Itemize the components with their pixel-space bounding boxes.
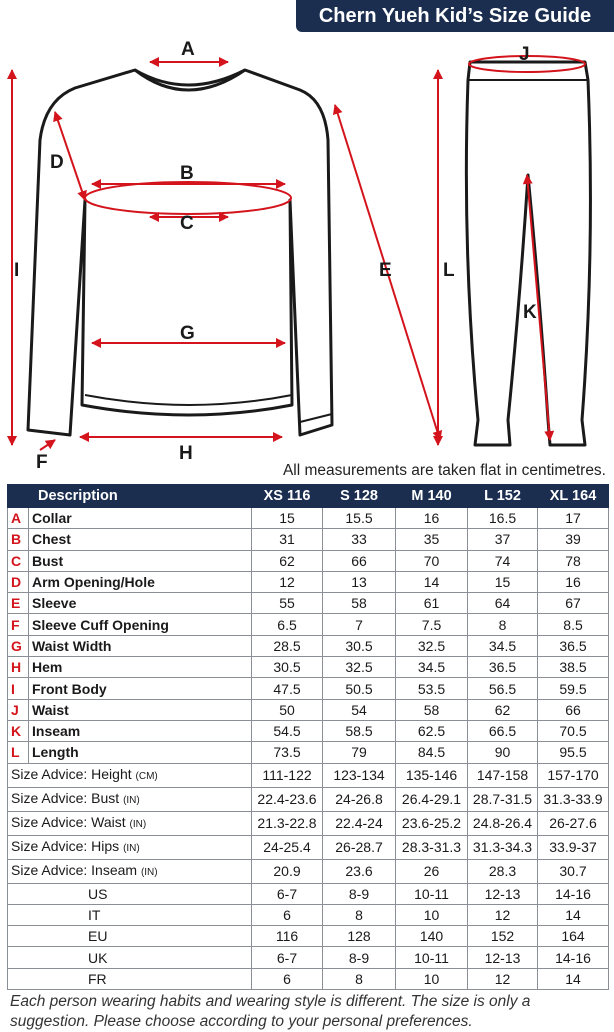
- table-cell: 12: [468, 968, 538, 989]
- table-cell: 33: [323, 529, 396, 550]
- header-description: Description: [8, 485, 252, 508]
- table-cell: 21.3-22.8: [252, 811, 323, 835]
- table-cell: 7: [323, 614, 396, 635]
- table-cell: 34.5: [396, 657, 468, 678]
- table-cell: 30.7: [538, 859, 609, 883]
- table-row: [8, 947, 609, 968]
- table-cell: 31.3-33.9: [538, 787, 609, 811]
- table-cell: 8.5: [538, 614, 609, 635]
- table-cell: 90: [468, 742, 538, 763]
- table-cell: 62: [468, 699, 538, 720]
- table-cell: 35: [396, 529, 468, 550]
- region-label: US: [8, 883, 252, 904]
- measurement-letter: G: [8, 635, 29, 656]
- table-cell: 15: [252, 508, 323, 529]
- table-cell: 62: [252, 550, 323, 571]
- table-cell: 22.4-23.6: [252, 787, 323, 811]
- table-cell: 28.5: [252, 635, 323, 656]
- table-cell: 74: [468, 550, 538, 571]
- table-cell: 54.5: [252, 720, 323, 741]
- table-cell: 39: [538, 529, 609, 550]
- table-row: [8, 720, 609, 741]
- table-row: [8, 742, 609, 763]
- header-size: M 140: [396, 485, 468, 508]
- table-cell: 10-11: [396, 947, 468, 968]
- table-header: [8, 485, 609, 508]
- advice-unit: (IN): [129, 818, 147, 830]
- region-label: FR: [8, 968, 252, 989]
- table-cell: 20.9: [252, 859, 323, 883]
- advice-label: [8, 763, 252, 787]
- table-row: [8, 550, 609, 571]
- table-cell: 84.5: [396, 742, 468, 763]
- table-cell: 66.5: [468, 720, 538, 741]
- table-cell: 47.5: [252, 678, 323, 699]
- table-cell: 36.5: [538, 635, 609, 656]
- header-size: S 128: [323, 485, 396, 508]
- table-cell: 15: [468, 571, 538, 592]
- table-cell: 30.5: [323, 635, 396, 656]
- region-label: IT: [8, 904, 252, 925]
- table-cell: 116: [252, 926, 323, 947]
- header-size: XL 164: [538, 485, 609, 508]
- table-cell: 14-16: [538, 883, 609, 904]
- advice-unit: (IN): [123, 842, 140, 854]
- table-cell: 12-13: [468, 947, 538, 968]
- table-row: [8, 635, 609, 656]
- measurement-letter: K: [8, 720, 29, 741]
- table-cell: 50.5: [323, 678, 396, 699]
- advice-label: [8, 811, 252, 835]
- table-cell: 58.5: [323, 720, 396, 741]
- label-e: E: [379, 260, 392, 281]
- table-cell: 55: [252, 593, 323, 614]
- table-cell: 70.5: [538, 720, 609, 741]
- table-row: [8, 904, 609, 925]
- measurement-letter: E: [8, 593, 29, 614]
- table-cell: 135-146: [396, 763, 468, 787]
- table-cell: 26.4-29.1: [396, 787, 468, 811]
- measurement-label: Inseam: [29, 720, 252, 741]
- label-h: H: [179, 443, 193, 464]
- table-cell: 12: [468, 904, 538, 925]
- table-cell: 23.6: [323, 859, 396, 883]
- table-cell: 16: [396, 508, 468, 529]
- table-cell: 111-122: [252, 763, 323, 787]
- label-j: J: [519, 44, 530, 65]
- table-cell: 56.5: [468, 678, 538, 699]
- table-cell: 16.5: [468, 508, 538, 529]
- table-cell: 6: [252, 904, 323, 925]
- header-size: XS 116: [252, 485, 323, 508]
- measurement-letter: L: [8, 742, 29, 763]
- leggings-illustration: [466, 62, 590, 445]
- table-cell: 34.5: [468, 635, 538, 656]
- table-cell: 78: [538, 550, 609, 571]
- table-cell: 31.3-34.3: [468, 835, 538, 859]
- measurement-letter: J: [8, 699, 29, 720]
- table-cell: 23.6-25.2: [396, 811, 468, 835]
- advice-text: Size Advice: Height: [11, 765, 132, 782]
- table-cell: 14: [538, 904, 609, 925]
- advice-label: [8, 787, 252, 811]
- table-cell: 53.5: [396, 678, 468, 699]
- advice-label: [8, 835, 252, 859]
- table-row: [8, 811, 609, 835]
- advice-text: Size Advice: Hips: [11, 837, 120, 854]
- table-cell: 12-13: [468, 883, 538, 904]
- table-cell: 26: [396, 859, 468, 883]
- measurement-letter: C: [8, 550, 29, 571]
- label-i: I: [14, 260, 20, 281]
- table-row: [8, 883, 609, 904]
- measurement-label: Front Body: [29, 678, 252, 699]
- measurement-letter: B: [8, 529, 29, 550]
- table-cell: 164: [538, 926, 609, 947]
- measurement-label: Sleeve Cuff Opening: [29, 614, 252, 635]
- table-cell: 16: [538, 571, 609, 592]
- table-cell: 8: [323, 904, 396, 925]
- label-d: D: [50, 152, 64, 173]
- shirt-illustration: [28, 70, 332, 435]
- table-row: [8, 571, 609, 592]
- measurement-label: Length: [29, 742, 252, 763]
- table-cell: 147-158: [468, 763, 538, 787]
- measurement-label: Chest: [29, 529, 252, 550]
- table-cell: 10: [396, 968, 468, 989]
- label-f: F: [36, 452, 48, 473]
- table-cell: 28.3: [468, 859, 538, 883]
- table-cell: 128: [323, 926, 396, 947]
- table-cell: 59.5: [538, 678, 609, 699]
- table-cell: 8: [468, 614, 538, 635]
- table-cell: 32.5: [323, 657, 396, 678]
- size-table: [7, 484, 609, 990]
- table-cell: 67: [538, 593, 609, 614]
- advice-label: [8, 859, 252, 883]
- table-cell: 66: [323, 550, 396, 571]
- measurement-label: Bust: [29, 550, 252, 571]
- table-cell: 22.4-24: [323, 811, 396, 835]
- table-cell: 26-28.7: [323, 835, 396, 859]
- table-cell: 64: [468, 593, 538, 614]
- table-cell: 6.5: [252, 614, 323, 635]
- table-row: [8, 657, 609, 678]
- table-cell: 8: [323, 968, 396, 989]
- title-banner: Chern Yueh Kid’s Size Guide: [296, 0, 614, 32]
- measurement-label: Collar: [29, 508, 252, 529]
- measurement-label: Hem: [29, 657, 252, 678]
- table-cell: 123-134: [323, 763, 396, 787]
- footer-disclaimer: Each person wearing habits and wearing style is different. The size is only a suggestion. Please choose according to your personal preferences.: [10, 993, 531, 1030]
- table-row: [8, 678, 609, 699]
- advice-text: Size Advice: Bust: [11, 789, 120, 806]
- table-cell: 70: [396, 550, 468, 571]
- table-cell: 17: [538, 508, 609, 529]
- region-label: EU: [8, 926, 252, 947]
- advice-text: Size Advice: Waist: [11, 813, 126, 830]
- table-row: [8, 699, 609, 720]
- table-cell: 8-9: [323, 947, 396, 968]
- table-cell: 31: [252, 529, 323, 550]
- table-cell: 30.5: [252, 657, 323, 678]
- table-cell: 26-27.6: [538, 811, 609, 835]
- table-cell: 6-7: [252, 947, 323, 968]
- table-cell: 33.9-37: [538, 835, 609, 859]
- table-cell: 14: [538, 968, 609, 989]
- table-cell: 14: [396, 571, 468, 592]
- table-cell: 6-7: [252, 883, 323, 904]
- label-g: G: [180, 323, 195, 344]
- table-cell: 152: [468, 926, 538, 947]
- table-cell: 157-170: [538, 763, 609, 787]
- table-row: [8, 529, 609, 550]
- table-cell: 58: [396, 699, 468, 720]
- table-row: [8, 508, 609, 529]
- measurement-letter: A: [8, 508, 29, 529]
- table-cell: 8-9: [323, 883, 396, 904]
- measurement-letter: D: [8, 571, 29, 592]
- table-cell: 12: [252, 571, 323, 592]
- table-row: [8, 926, 609, 947]
- table-row: [8, 593, 609, 614]
- header-size: L 152: [468, 485, 538, 508]
- table-cell: 54: [323, 699, 396, 720]
- table-row: [8, 614, 609, 635]
- table-cell: 13: [323, 571, 396, 592]
- measurement-label: Waist Width: [29, 635, 252, 656]
- label-b: B: [180, 163, 194, 184]
- table-cell: 66: [538, 699, 609, 720]
- table-cell: 50: [252, 699, 323, 720]
- measurement-letter: I: [8, 678, 29, 699]
- advice-text: Size Advice: Inseam: [11, 861, 138, 878]
- table-cell: 24.8-26.4: [468, 811, 538, 835]
- label-l: L: [443, 260, 455, 281]
- table-cell: 58: [323, 593, 396, 614]
- table-cell: 62.5: [396, 720, 468, 741]
- table-cell: 10: [396, 904, 468, 925]
- table-row: [8, 787, 609, 811]
- advice-unit: (IN): [140, 866, 158, 878]
- measurement-letter: H: [8, 657, 29, 678]
- measurement-label: Arm Opening/Hole: [29, 571, 252, 592]
- table-cell: 79: [323, 742, 396, 763]
- table-cell: 7.5: [396, 614, 468, 635]
- table-cell: 28.3-31.3: [396, 835, 468, 859]
- label-a: A: [181, 39, 195, 60]
- table-row: [8, 763, 609, 787]
- region-label: UK: [8, 947, 252, 968]
- table-cell: 14-16: [538, 947, 609, 968]
- table-cell: 32.5: [396, 635, 468, 656]
- measurement-label: Waist: [29, 699, 252, 720]
- table-cell: 95.5: [538, 742, 609, 763]
- table-cell: 24-26.8: [323, 787, 396, 811]
- table-row: [8, 859, 609, 883]
- table-cell: 38.5: [538, 657, 609, 678]
- table-cell: 28.7-31.5: [468, 787, 538, 811]
- advice-unit: (CM): [135, 770, 158, 782]
- measurement-note: All measurements are taken flat in centimetres.: [282, 462, 606, 479]
- advice-unit: (IN): [123, 794, 140, 806]
- table-row: [8, 968, 609, 989]
- table-cell: 10-11: [396, 883, 468, 904]
- table-cell: 6: [252, 968, 323, 989]
- table-cell: 24-25.4: [252, 835, 323, 859]
- table-cell: 140: [396, 926, 468, 947]
- table-cell: 61: [396, 593, 468, 614]
- table-cell: 73.5: [252, 742, 323, 763]
- table-cell: 15.5: [323, 508, 396, 529]
- table-cell: 37: [468, 529, 538, 550]
- measurement-label: Sleeve: [29, 593, 252, 614]
- table-cell: 36.5: [468, 657, 538, 678]
- label-c: C: [180, 213, 194, 234]
- table-row: [8, 835, 609, 859]
- label-k: K: [523, 302, 537, 323]
- measurement-letter: F: [8, 614, 29, 635]
